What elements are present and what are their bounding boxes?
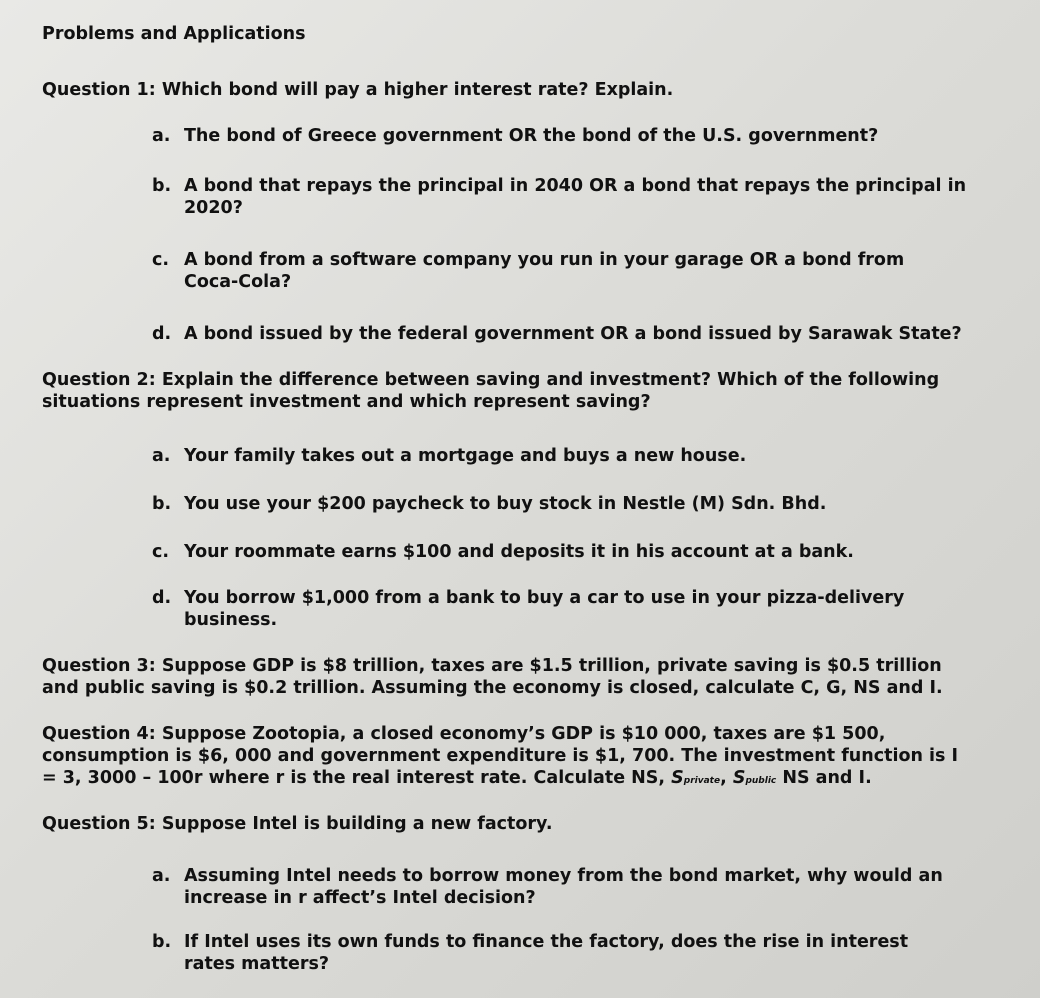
question-3-line-2: and public saving is $0.2 trillion. Assuming the economy is closed, calculate C, G, NS and I. xyxy=(42,678,943,698)
item-text: A bond from a software company you run in your garage OR a bond from xyxy=(184,250,905,270)
item-label: c. xyxy=(152,542,170,562)
question-4-tail: NS and I. xyxy=(776,768,872,788)
question-1-item-a xyxy=(152,126,878,147)
question-2-item-d-cont: business. xyxy=(184,610,278,630)
question-2-item-d xyxy=(152,588,904,609)
item-text: A bond that repays the principal in 2040 OR a bond that repays the principal in xyxy=(184,176,967,196)
question-5-item-a-cont: increase in r affect’s Intel decision? xyxy=(184,888,536,908)
item-label: a. xyxy=(152,446,171,466)
question-2-item-a xyxy=(152,446,746,467)
question-5-item-a xyxy=(152,866,943,887)
question-1-title: Question 1: Which bond will pay a higher interest rate? Explain. xyxy=(42,80,674,100)
item-label: d. xyxy=(152,324,172,344)
item-label: b. xyxy=(152,176,172,196)
item-text: You use your $200 paycheck to buy stock in Nestle (M) Sdn. Bhd. xyxy=(184,494,827,514)
s-public-symbol: Spublic xyxy=(732,768,777,788)
item-label: b. xyxy=(152,932,172,952)
item-text: Your family takes out a mortgage and buys a new house. xyxy=(184,446,747,466)
question-1-item-c xyxy=(152,250,904,271)
item-label: c. xyxy=(152,250,170,270)
item-text: The bond of Greece government OR the bond of the U.S. government? xyxy=(184,126,879,146)
question-2-item-c xyxy=(152,542,854,563)
question-5-item-b-cont: rates matters? xyxy=(184,954,330,974)
question-2-title-cont: situations represent investment and which represent saving? xyxy=(42,392,651,412)
item-text: If Intel uses its own funds to finance the factory, does the rise in interest xyxy=(184,932,909,952)
item-text: You borrow $1,000 from a bank to buy a car to use in your pizza-delivery xyxy=(184,588,905,608)
question-4-line-2: consumption is $6, 000 and government expenditure is $1, 700. The investment function is I xyxy=(42,746,959,766)
question-2-title: Question 2: Explain the difference between saving and investment? Which of the following xyxy=(42,370,940,390)
question-3-line-1: Question 3: Suppose GDP is $8 trillion, taxes are $1.5 trillion, private saving is $0.5 trillion xyxy=(42,656,942,676)
item-label: a. xyxy=(152,866,171,886)
question-5-title: Question 5: Suppose Intel is building a new factory. xyxy=(42,814,553,834)
question-4-line-3-text: = 3, 3000 – 100r where r is the real interest rate. Calculate NS, xyxy=(42,768,672,788)
question-4-line-1: Question 4: Suppose Zootopia, a closed economy’s GDP is $10 000, taxes are $1 500, xyxy=(42,724,886,744)
item-text: Assuming Intel needs to borrow money from the bond market, why would an xyxy=(184,866,943,886)
section-heading: Problems and Applications xyxy=(42,24,306,44)
item-text: A bond issued by the federal government OR a bond issued by Sarawak State? xyxy=(184,324,962,344)
item-text: Your roommate earns $100 and deposits it in his account at a bank. xyxy=(184,542,854,562)
item-label: b. xyxy=(152,494,172,514)
question-1-item-c-cont: Coca-Cola? xyxy=(184,272,292,292)
question-1-item-b xyxy=(152,176,966,197)
question-1-item-d xyxy=(152,324,962,345)
s-private-symbol: Sprivate xyxy=(671,768,721,788)
item-label: d. xyxy=(152,588,172,608)
question-1-item-b-cont: 2020? xyxy=(184,198,243,218)
item-label: a. xyxy=(152,126,171,146)
question-4-line-3: = 3, 3000 – 100r where r is the real interest rate. Calculate NS, Sprivate, Spublic NS and I. xyxy=(42,768,872,788)
question-5-item-b xyxy=(152,932,908,953)
question-2-item-b xyxy=(152,494,826,515)
